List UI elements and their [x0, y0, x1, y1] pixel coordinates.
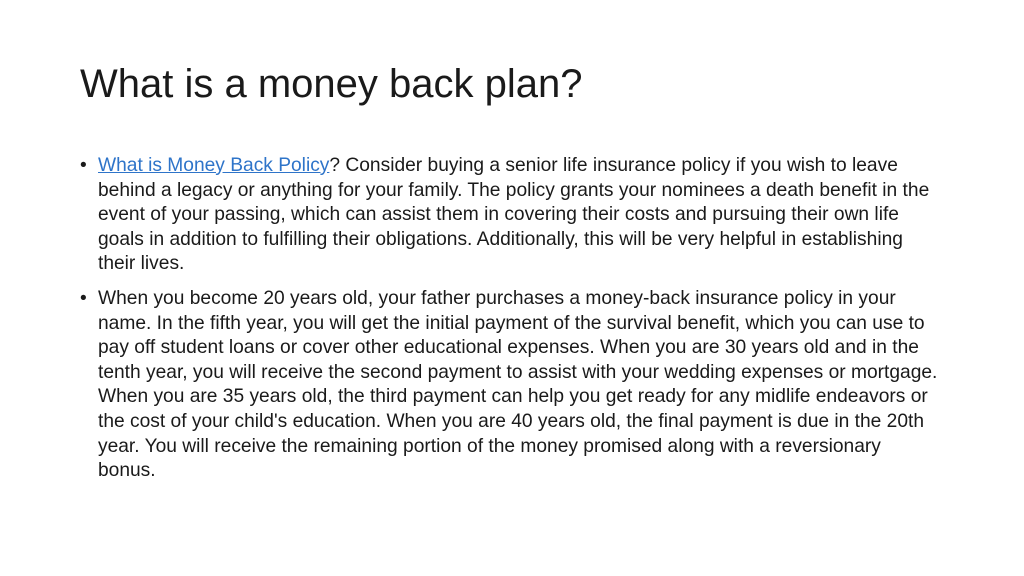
- slide-title: What is a money back plan?: [80, 62, 583, 106]
- bullet-text-1: ? Consider buying a senior life insurance policy if you wish to leave behind a legacy or anything for your family. The policy grants your nominees a death benefit in the event of your passing, which can assist them in covering their costs and pursuing their own life goals in addition to fulfilling their obligations. Additionally, this will be very helpful in establishing their lives.: [98, 155, 930, 275]
- bullet-item-2: [80, 287, 940, 484]
- bullet-dot-icon: •: [80, 287, 87, 309]
- money-back-policy-link[interactable]: What is Money Back Policy: [98, 155, 330, 176]
- bullet-list: [80, 154, 940, 494]
- bullet-item-1: [80, 154, 940, 277]
- bullet-dot-icon: •: [80, 155, 87, 176]
- bullet-text-2: When you become 20 years old, your father purchases a money-back insurance policy in your name. In the fifth year, you will get the initial payment of the survival benefit, which you can use to pay off student loans or cover other educational expenses. When you are 30 years old and in the tenth year, you will receive the second payment to assist with your wedding expenses or mortgage. When you are 35 years old, the third payment can help you get ready for any midlife endeavors or the cost of your child's education. When you are 40 years old, the final payment is due in the 20th year. You will receive the remaining portion of the money promised along with a reversionary bonus.: [98, 287, 938, 482]
